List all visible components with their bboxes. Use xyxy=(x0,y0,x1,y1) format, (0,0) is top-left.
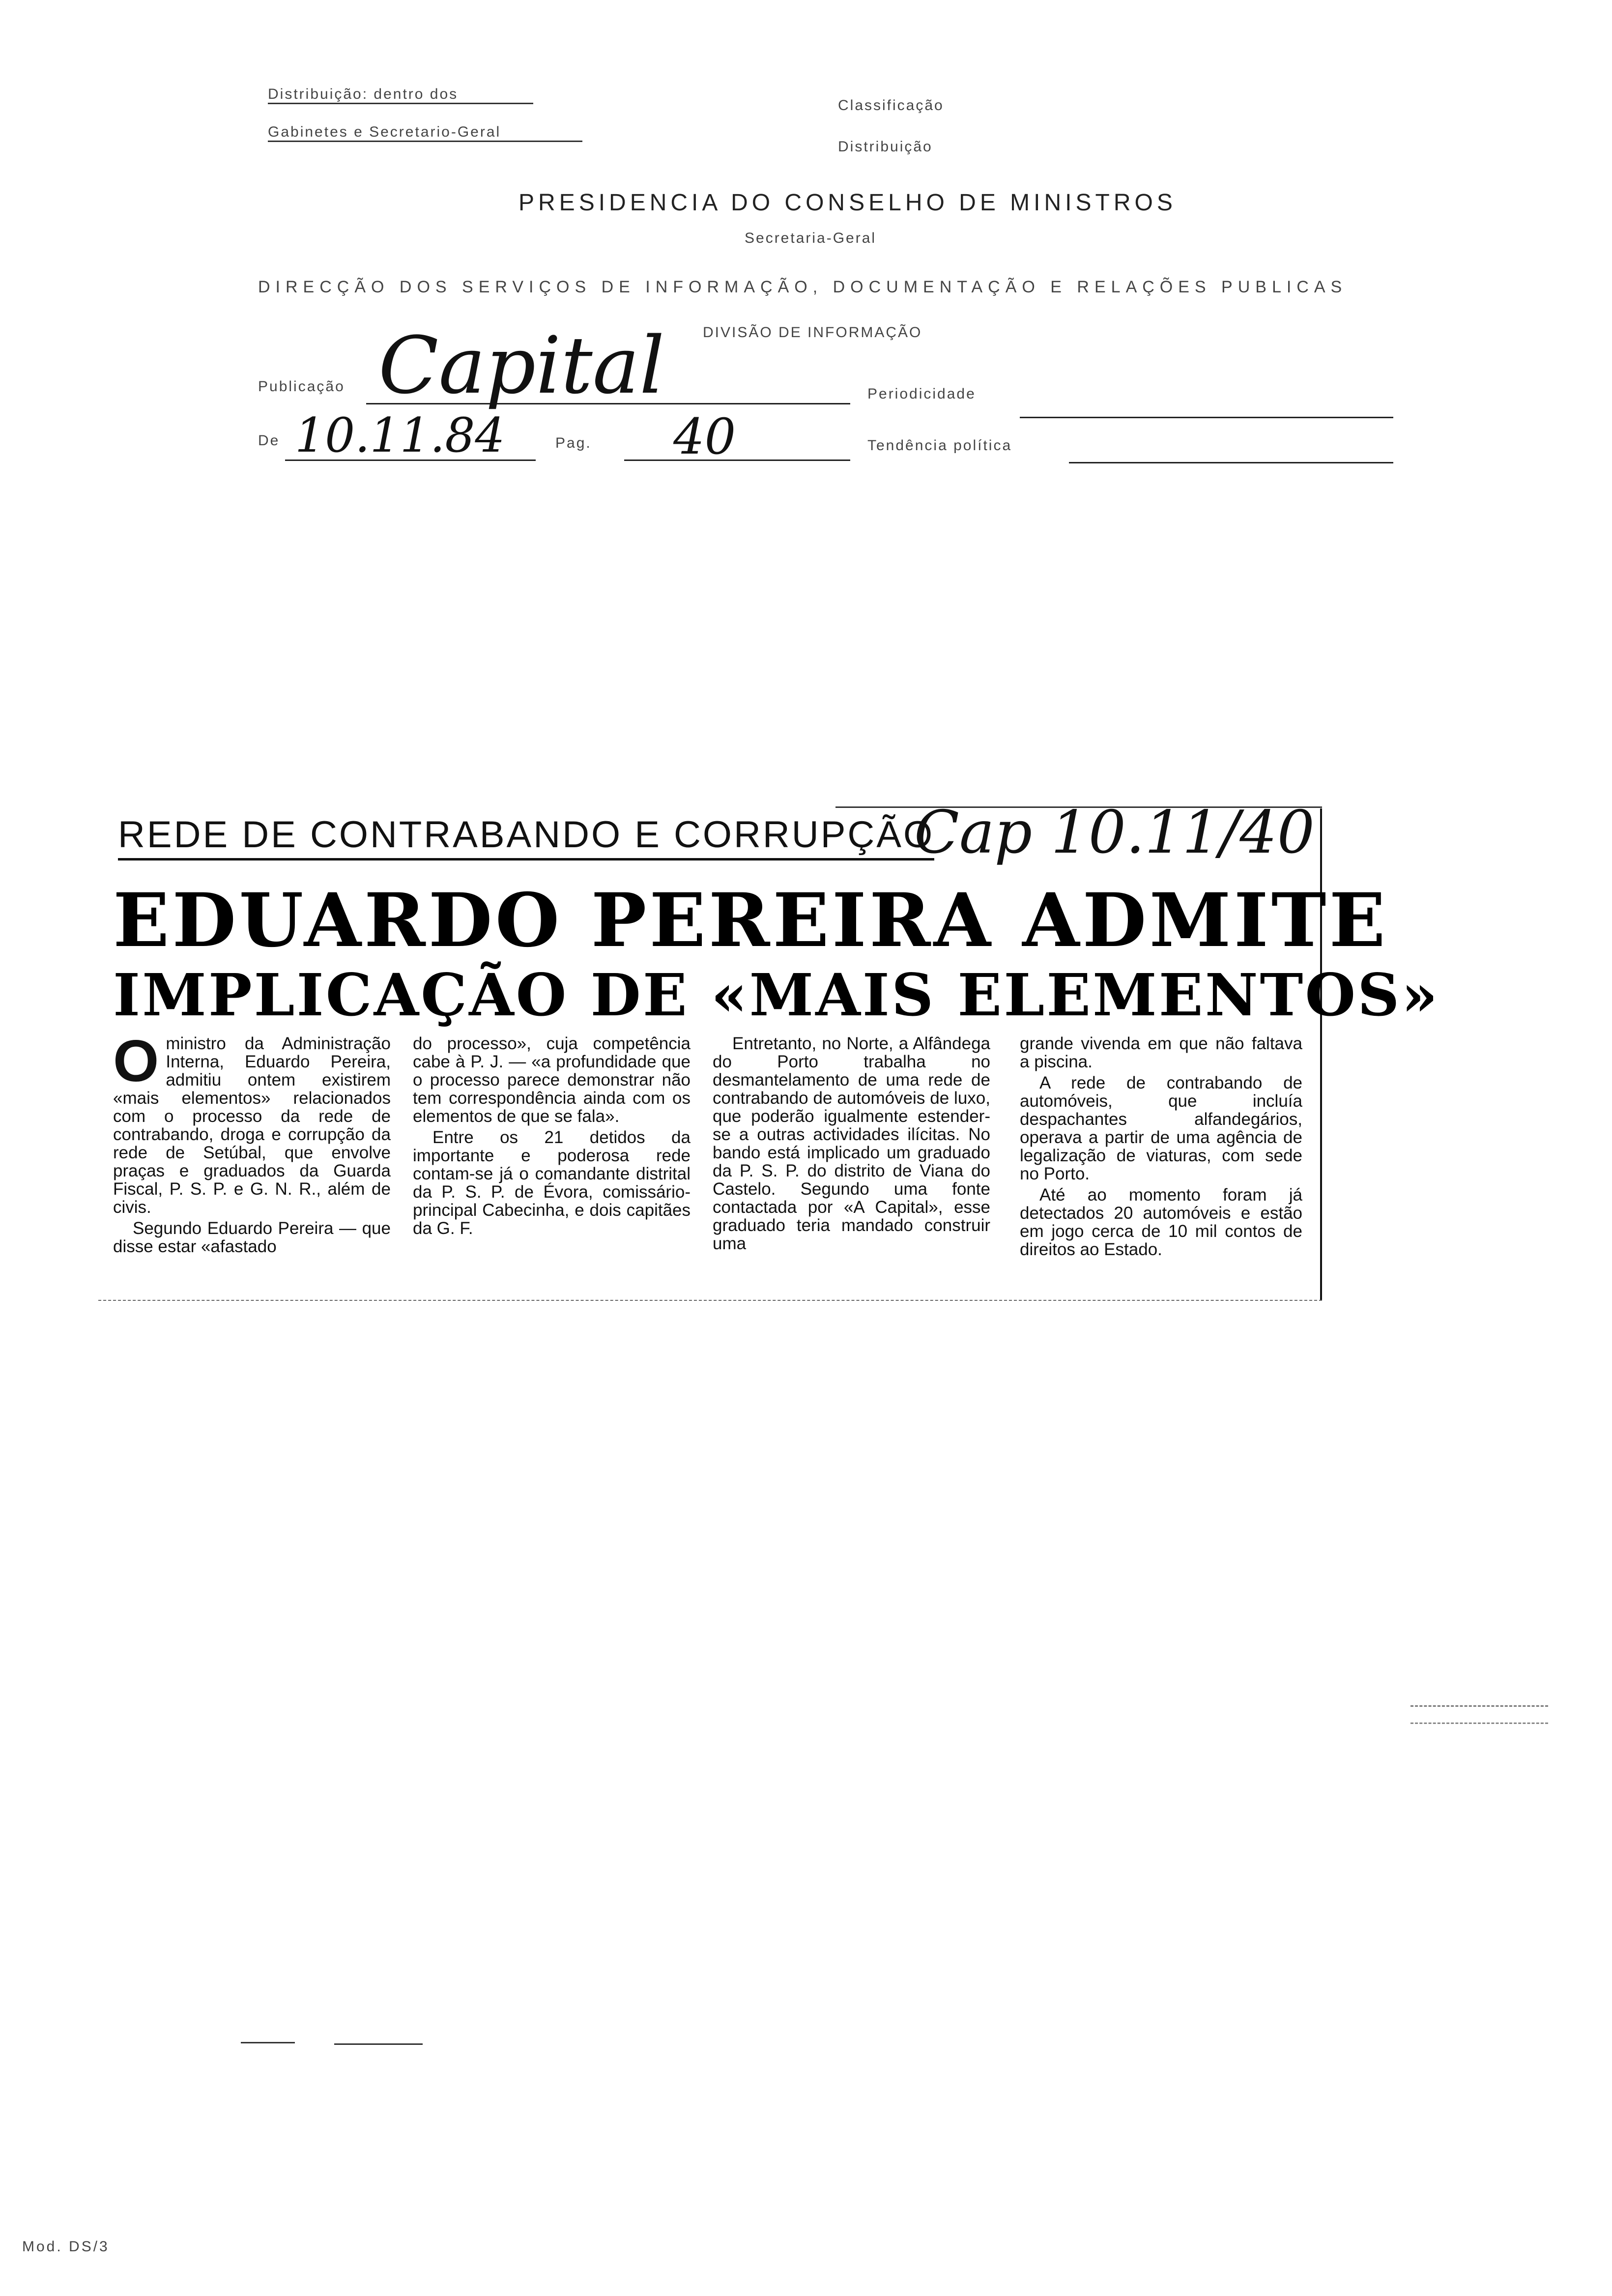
article-subhead: IMPLICAÇÃO DE «MAIS ELEMENTOS» xyxy=(113,961,1440,1029)
periodicity-label: Periodicidade xyxy=(867,386,976,402)
tendency-label: Tendência política xyxy=(867,437,1012,454)
article-kicker: REDE DE CONTRABANDO E CORRUPÇÃO xyxy=(118,813,934,861)
distribution-line-2: Gabinetes e Secretario-Geral xyxy=(268,124,582,142)
date-field-line xyxy=(285,459,536,461)
column-2-paragraph-1: do processo», cuja competência cabe à P. J. — «a profundidade que o processo parece demonstrar não tem correspondência ainda com os elementos de que se fala». xyxy=(413,1034,691,1126)
periodicity-field-line xyxy=(1020,417,1393,418)
scan-mark-4 xyxy=(1410,1722,1548,1724)
column-1-paragraph-2: Segundo Eduardo Pereira — que disse estar «afastado xyxy=(113,1219,391,1256)
column-4-paragraph-3: Até ao momento foram já detectados 20 automóveis e estão em jogo cerca de 10 mil contos de direitos ao Estado. xyxy=(1020,1185,1302,1259)
column-4-paragraph-2: A rede de contrabando de automóveis, que incluía despachantes alfandegários, operava a partir de uma agência de legalização de viaturas, com sede no Porto. xyxy=(1020,1073,1302,1183)
direction-title: DIRECÇÃO DOS SERVIÇOS DE INFORMAÇÃO, DOCUMENTAÇÃO E RELAÇÕES PUBLICAS xyxy=(258,278,1348,296)
distribution-line-1: Distribuição: dentro dos xyxy=(268,86,533,104)
tendency-field-line xyxy=(1069,462,1393,463)
drop-cap: O xyxy=(113,1028,159,1094)
column-2-paragraph-2: Entre os 21 detidos da importante e poderosa rede contam-se já o comandante distrital da P. S. P. de Évora, comissário-principal Cabecinha, e dois capitães da G. F. xyxy=(413,1128,691,1238)
secretariat-title: Secretaria-Geral xyxy=(745,230,877,246)
clipping-bottom-edge xyxy=(98,1300,1322,1301)
newspaper-clipping xyxy=(98,799,1440,1302)
publication-label: Publicação xyxy=(258,378,345,395)
article-column-3 xyxy=(713,1034,990,1256)
article-column-1 xyxy=(113,1028,391,1259)
column-1-paragraph-1: ministro da Administração Interna, Eduardo Pereira, admitiu ontem existirem «mais elementos» relacionados com o processo da rede de contrabando, droga e corrupção da rede de Setúbal, que envolve praças e graduados da Guarda Fiscal, P. S. P. e G. N. R., além de civis. xyxy=(113,1034,391,1217)
column-4-paragraph-1: grande vivenda em que não faltava a piscina. xyxy=(1020,1034,1302,1071)
scan-mark-1 xyxy=(241,2042,295,2043)
scan-mark-3 xyxy=(1410,1705,1548,1707)
handwritten-reference: Cap 10.11/40 xyxy=(914,799,1315,867)
article-headline: EDUARDO PEREIRA ADMITE xyxy=(113,877,1388,964)
classification-label: Classificação xyxy=(838,97,944,114)
date-label: De xyxy=(258,432,280,449)
ministry-title: PRESIDENCIA DO CONSELHO DE MINISTROS xyxy=(518,190,1177,216)
distribution-label: Distribuição xyxy=(838,139,933,155)
column-3-paragraph-1: Entretanto, no Norte, a Alfândega do Porto trabalha no desmantelamento de uma rede de contrabando de automóveis de luxo, que poderão igualmente estender-se a outras actividades ilícitas. No bando está implicado um graduado da P. S. P. do distrito de Viana do Castelo. Segundo uma fonte contactada por «A Capital», esse graduado teria mandado construir uma xyxy=(713,1034,990,1253)
publication-handwritten: Capital xyxy=(378,319,665,411)
form-model-number: Mod. DS/3 xyxy=(22,2239,110,2255)
date-handwritten: 10.11.84 xyxy=(295,408,505,463)
page-label: Pag. xyxy=(555,435,592,451)
article-column-2 xyxy=(413,1034,691,1240)
article-column-4 xyxy=(1020,1034,1302,1262)
page-handwritten: 40 xyxy=(673,408,736,465)
page-field-line xyxy=(624,459,850,461)
division-title: DIVISÃO DE INFORMAÇÃO xyxy=(703,324,922,341)
scan-mark-2 xyxy=(334,2043,423,2045)
